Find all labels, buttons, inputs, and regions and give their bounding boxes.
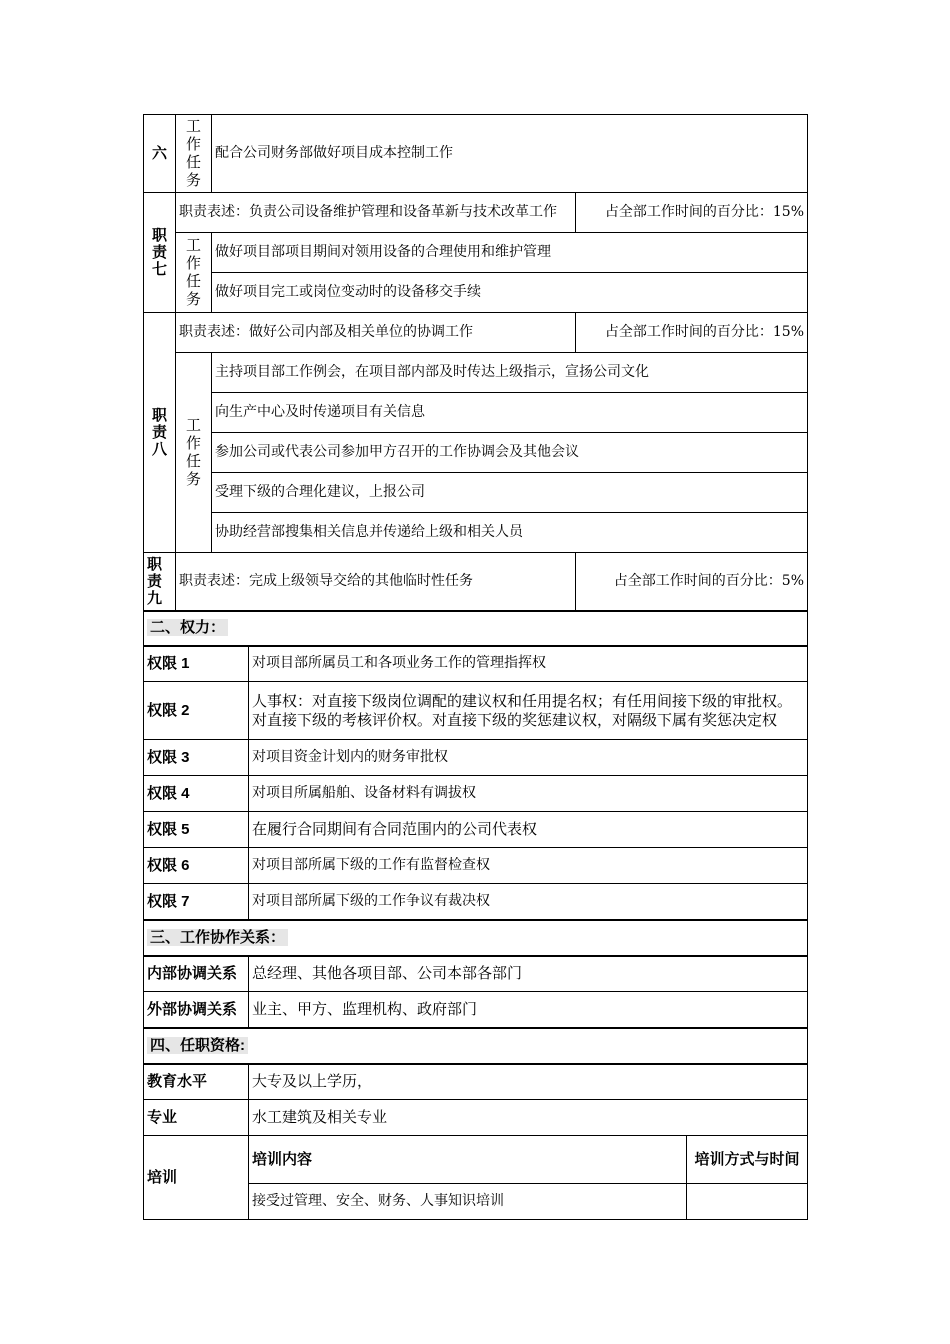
duty6-label: 六 <box>144 115 176 193</box>
internal-relation-label: 内部协调关系 <box>144 956 249 992</box>
duty7-description: 职责表述：负责公司设备维护管理和设备革新与技术改革工作 <box>176 193 576 233</box>
duty8-task-2: 向生产中心及时传递项目有关信息 <box>212 393 808 433</box>
duty7-description-row <box>144 193 808 233</box>
duty8-task-row <box>144 513 808 553</box>
duty9-percent: 占全部工作时间的百分比：5% <box>576 553 808 611</box>
duty8-description: 职责表述：做好公司内部及相关单位的协调工作 <box>176 313 576 353</box>
duty7-task-label <box>176 233 212 313</box>
authority-2-text: 人事权：对直接下级岗位调配的建议权和任用提名权；有任用间接下级的审批权。对直接下级的考核评价权。对直接下级的奖惩建议权，对隔级下属有奖惩决定权 <box>249 682 808 740</box>
duty9-label: 职 责 九 <box>144 553 176 611</box>
authority-1-text: 对项目部所属员工和各项业务工作的管理指挥权 <box>249 646 808 682</box>
training-header-row <box>144 1136 808 1184</box>
authority-4-label: 权限 4 <box>144 776 249 812</box>
duty7-label: 职 责 七 <box>144 193 176 313</box>
training-method <box>687 1184 808 1220</box>
duty8-description-row <box>144 313 808 353</box>
training-content: 接受过管理、安全、财务、人事知识培训 <box>249 1184 687 1220</box>
major-row <box>144 1100 808 1136</box>
duty8-task-label-text: 工 作 任 务 <box>185 416 201 488</box>
duty7-task-label-text: 工 作 任 务 <box>185 236 201 308</box>
education-value: 大专及以上学历， <box>249 1064 808 1100</box>
authority-4-text: 对项目所属船舶、设备材料有调拔权 <box>249 776 808 812</box>
authority-7-text: 对项目部所属下级的工作争议有裁决权 <box>249 884 808 920</box>
education-label: 教育水平 <box>144 1064 249 1100</box>
authority-5-label: 权限 5 <box>144 812 249 848</box>
duty8-task-3: 参加公司或代表公司参加甲方召开的工作协调会及其他会议 <box>212 433 808 473</box>
section3-title: 三、工作协作关系： <box>147 929 288 946</box>
duty8-task-row <box>144 473 808 513</box>
authority-row <box>144 884 808 920</box>
authority-row <box>144 740 808 776</box>
authority-6-label: 权限 6 <box>144 848 249 884</box>
duty6-task-1: 配合公司财务部做好项目成本控制工作 <box>212 115 808 193</box>
authority-3-text: 对项目资金计划内的财务审批权 <box>249 740 808 776</box>
authority-row <box>144 812 808 848</box>
job-description-table <box>143 114 808 1220</box>
authority-row <box>144 776 808 812</box>
major-label: 专业 <box>144 1100 249 1136</box>
duty6-task-label-text: 工 作 任 务 <box>185 117 201 189</box>
authority-7-label: 权限 7 <box>144 884 249 920</box>
major-value: 水工建筑及相关专业 <box>249 1100 808 1136</box>
duty8-task-row <box>144 393 808 433</box>
duty7-percent: 占全部工作时间的百分比：15% <box>576 193 808 233</box>
relation-row <box>144 992 808 1028</box>
training-method-header: 培训方式与时间 <box>687 1136 808 1184</box>
duty9-description: 职责表述：完成上级领导交给的其他临时性任务 <box>176 553 576 611</box>
authority-row <box>144 848 808 884</box>
section2-header-row <box>144 611 808 646</box>
duty7-task-row <box>144 273 808 313</box>
job-description-table-page <box>143 114 807 1220</box>
duty8-task-5: 协助经营部搜集相关信息并传递给上级和相关人员 <box>212 513 808 553</box>
section3-header-row <box>144 920 808 956</box>
training-content-header: 培训内容 <box>249 1136 687 1184</box>
external-relation-label: 外部协调关系 <box>144 992 249 1028</box>
duty7-task-row <box>144 233 808 273</box>
duty6-task-label <box>176 115 212 193</box>
duty6-task-row <box>144 115 808 193</box>
duty8-task-row <box>144 433 808 473</box>
authority-2-label: 权限 2 <box>144 682 249 740</box>
external-relation-text: 业主、甲方、监理机构、政府部门 <box>249 992 808 1028</box>
section4-title: 四、任职资格: <box>147 1037 248 1054</box>
duty8-label: 职 责 八 <box>144 313 176 553</box>
authority-6-text: 对项目部所属下级的工作有监督检查权 <box>249 848 808 884</box>
section4-header-row <box>144 1028 808 1064</box>
internal-relation-text: 总经理、其他各项目部、公司本部各部门 <box>249 956 808 992</box>
section2-title: 二、权力： <box>147 619 228 636</box>
authority-5-text: 在履行合同期间有合同范围内的公司代表权 <box>249 812 808 848</box>
education-row <box>144 1064 808 1100</box>
duty8-task-1: 主持项目部工作例会，在项目部内部及时传达上级指示，宣扬公司文化 <box>212 353 808 393</box>
duty7-task-2: 做好项目完工或岗位变动时的设备移交手续 <box>212 273 808 313</box>
duty8-task-4: 受理下级的合理化建议，上报公司 <box>212 473 808 513</box>
authority-1-label: 权限 1 <box>144 646 249 682</box>
duty8-task-label <box>176 353 212 553</box>
duty7-task-1: 做好项目部项目期间对领用设备的合理使用和维护管理 <box>212 233 808 273</box>
duty9-row <box>144 553 808 611</box>
training-label: 培训 <box>144 1136 249 1220</box>
authority-3-label: 权限 3 <box>144 740 249 776</box>
duty8-percent: 占全部工作时间的百分比：15% <box>576 313 808 353</box>
relation-row <box>144 956 808 992</box>
authority-row <box>144 682 808 740</box>
duty8-task-row <box>144 353 808 393</box>
authority-row <box>144 646 808 682</box>
